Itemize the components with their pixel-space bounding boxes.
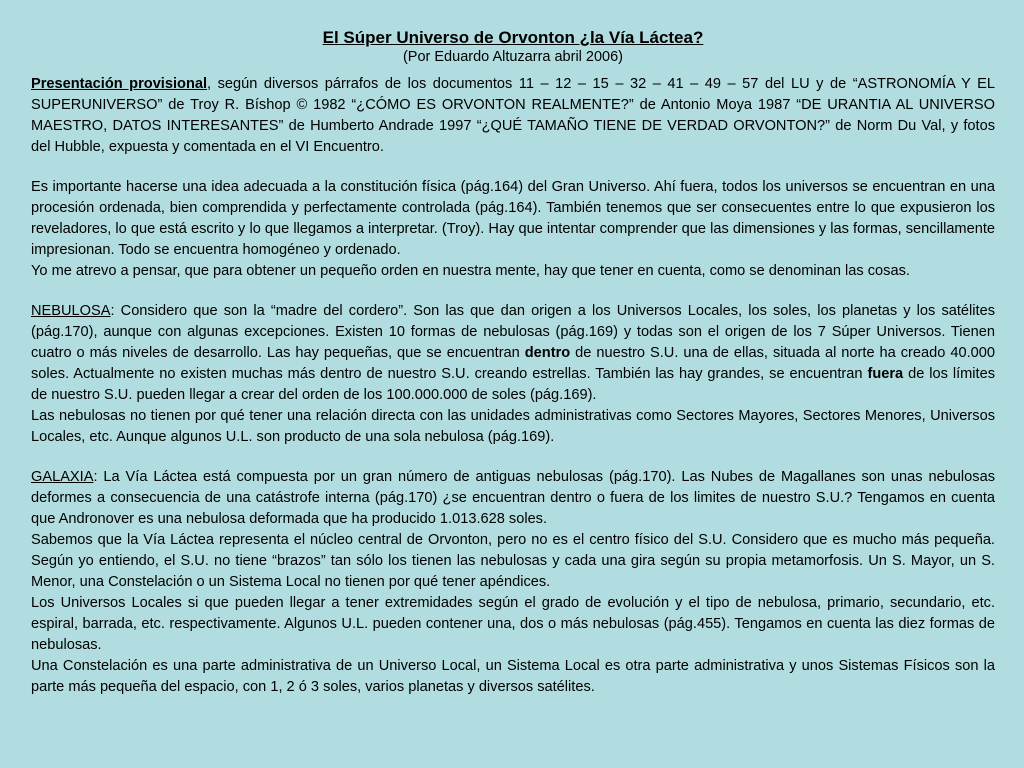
nebulosa-bold-dentro: dentro xyxy=(524,345,571,361)
physics-paragraph-1: Es importante hacerse una idea adecuada a la constitución física (pág.164) del Gran Universo. Ahí fuera, todos los universos se encuentran en una procesión ordenada, bien comprendida y perfectamente controlada (pág.164). También tenemos que ser consecuentes entre lo que expusieron los reveladores, lo que está escrito y lo que llegamos a interpretar. (Troy). Hay que intentar comprender que las dimensiones y las formas, sencillamente impresionan. Todo se encuentra homogéneo y ordenado. xyxy=(31,179,995,258)
galaxia-paragraph-2: Sabemos que la Vía Láctea representa el núcleo central de Orvonton, pero no es el centro físico del S.U. Considero que es mucho más pequeña. Según yo entiendo, el S.U. no tiene “brazos” tan sólo los tienen las nebulosas y cada una gira según su propia metamorfosis. Un S. Mayor, un S. Menor, una Constelación o un Sistema Local no tienen por qué tener apéndices. xyxy=(31,532,995,590)
nebulosa-bold-fuera: fuera xyxy=(867,366,904,382)
galaxia-label: GALAXIA xyxy=(31,469,94,485)
galaxia-text-1: : La Vía Láctea está compuesta por un gran número de antiguas nebulosas (pág.170). Las Nubes de Magallanes son unas nebulosas deformes a consecuencia de una catástrofe interna (pág.170) ¿se encuentran dentro o fuera de los limites de nuestro S.U.? Tengamos en cuenta que Andronover es una nebulosa deformada que ha producido 1.013.628 soles. xyxy=(31,469,995,527)
intro-lead: Presentación provisional xyxy=(31,76,208,92)
nebulosa-paragraph-2: Las nebulosas no tienen por qué tener una relación directa con las unidades administrativas como Sectores Mayores, Sectores Menores, Universos Locales, etc. Aunque algunos U.L. son producto de una sola nebulosa (pág.169). xyxy=(31,408,995,445)
intro-paragraph xyxy=(31,74,995,158)
galaxia-paragraph-4: Una Constelación es una parte administrativa de un Universo Local, un Sistema Local es otra parte administrativa y unos Sistemas Físicos son la parte más pequeña del espacio, con 1, 2 ó 3 soles, varios planetas y diversos satélites. xyxy=(31,658,995,695)
slide-subtitle: (Por Eduardo Altuzarra abril 2006) xyxy=(402,49,624,65)
intro-text: , según diversos párrafos de los documentos 11 – 12 – 15 – 32 – 41 – 49 – 57 del LU y de “ASTRONOMÍA Y EL SUPERUNIVERSO” de Troy R. Bíshop © 1982 “¿CÓMO ES ORVONTON REALMENTE?” de Antonio Moya 1987 “DE URANTIA AL UNIVERSO MAESTRO, DATOS INTERESANTES” de Humberto Andrade 1997 “¿QUÉ TAMAÑO TIENE DE VERDAD ORVONTON?” de Norm Du Val, y fotos del Hubble, expuesta y comentada en el VI Encuentro. xyxy=(31,76,995,155)
galaxia-paragraph-1 xyxy=(31,467,995,530)
nebulosa-text-2: de nuestro S.U. una de ellas, situada al norte ha creado 40.000 soles. Actualmente no existen muchas más dentro de nuestro S.U. creando estrellas. También las hay grandes, se encuentran xyxy=(31,345,995,382)
nebulosa-label: NEBULOSA xyxy=(31,303,111,319)
spacer xyxy=(31,158,995,177)
spacer xyxy=(31,282,995,301)
galaxia-paragraph-3: Los Universos Locales si que pueden llegar a tener extremidades según el grado de evolución y el tipo de nebulosa, primario, secundario, etc. espiral, barrada, etc. respectivamente. Algunos U.L. pueden contener una, dos o más nebulosas (pág.455). Tengamos en cuenta las diez formas de nebulosas. xyxy=(31,595,995,653)
slide-title: El Súper Universo de Orvonton ¿la Vía Láctea? xyxy=(322,28,704,47)
nebulosa-paragraph-1 xyxy=(31,301,995,406)
nebulosa-text-3: de los límites de nuestro S.U. pueden llegar a crear del orden de los 100.000.000 de soles (pág.169). xyxy=(31,366,996,403)
nebulosa-text-1: : Considero que son la “madre del cordero”. Son las que dan origen a los Universos Locales, los soles, los planetas y los satélites (pág.170), aunque con algunas excepciones. Existen 10 formas de nebulosas (pág.169) y todas son el origen de los 7 Súper Universos. Tienen cuatro o más niveles de desarrollo. Las hay pequeñas, que se encuentran xyxy=(31,303,995,361)
physics-paragraph-2: Yo me atrevo a pensar, que para obtener un pequeño orden en nuestra mente, hay que tener en cuenta, como se denominan las cosas. xyxy=(31,263,910,279)
spacer xyxy=(31,448,995,467)
